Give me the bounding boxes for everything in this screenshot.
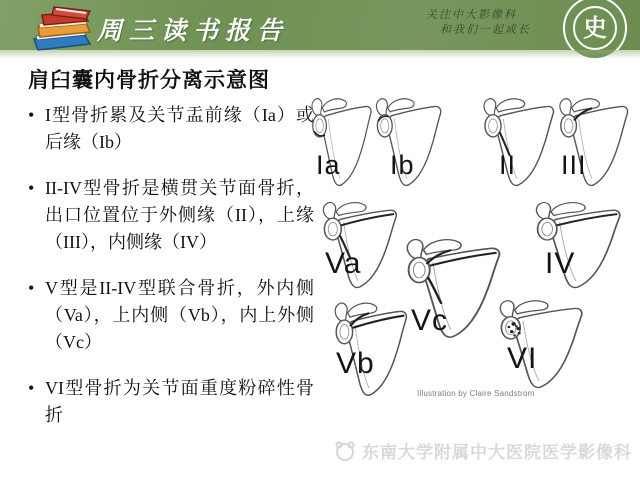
scapula-drawing: [528, 196, 624, 290]
header-motto: [426, 7, 556, 37]
hospital-logo-inner-ring: [573, 6, 617, 50]
figure-label: Va: [325, 247, 362, 280]
footer-watermark: [333, 438, 632, 463]
bullet-item-type5: • V型是II-IV型联合骨折，外内侧（Va），上内侧（Vb），内上外侧（Vc）: [28, 275, 314, 356]
bullet-item-type1: • I型骨折累及关节盂前缘（Ia）或后缘（Ib）: [28, 102, 314, 156]
watermark-text: 东南大学附属中大医院医学影像科: [362, 443, 632, 463]
bullet-item-type2-4: • II-IV型骨折是横贯关节面骨折，出口位置位于外侧缘（II），上缘（III），内侧缘（IV）: [28, 175, 314, 256]
header-title: 周三读书报告: [97, 16, 290, 45]
hospital-mascot-icon: [333, 439, 357, 463]
figure-label: Vc: [411, 304, 449, 337]
figure-label: IV: [545, 247, 576, 280]
bullet-item-type6: • VI型骨折为关节面重度粉碎性骨折: [28, 375, 314, 429]
header-banner: [0, 0, 640, 50]
motto-line1: 关注中大影像科: [426, 8, 517, 21]
motto-line2: 和我们一起成长: [440, 23, 531, 36]
bullet-list: [28, 102, 314, 448]
page-title: 肩臼囊内骨折分离示意图: [28, 68, 270, 92]
figure-label: Ia: [316, 150, 341, 180]
scapula-drawing: [477, 92, 557, 188]
illustration-credit: Illustration by Claire Sandstrom: [417, 389, 535, 398]
hospital-logo-glyph: 史: [583, 14, 607, 42]
figure-label: II: [499, 150, 517, 180]
books-stack-icon: [26, 4, 104, 52]
figure-label: VI: [507, 342, 538, 375]
figure-label: Vb: [336, 347, 375, 380]
figure-label: III: [561, 150, 587, 180]
hospital-logo-icon: [563, 0, 627, 60]
figure-label: Ib: [390, 150, 415, 180]
